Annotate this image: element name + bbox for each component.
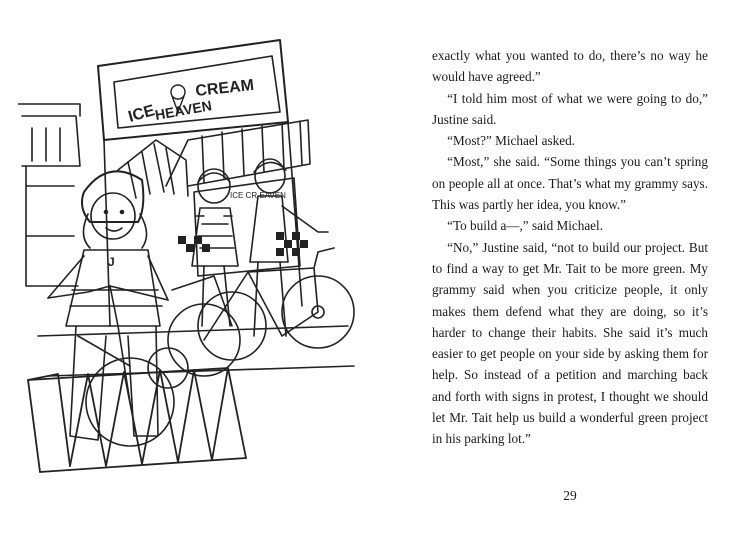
body-text [432, 45, 708, 450]
sign-text-heaven: HEAVEN [153, 97, 213, 123]
page-number: 29 [563, 488, 577, 503]
paragraph: “Most?” Michael asked. [447, 133, 575, 149]
paragraph: “I told him most of what we were going to do,” Justine said. [432, 90, 708, 127]
paragraph: “To build a—,” said Michael. [447, 218, 603, 234]
illustration [18, 36, 356, 476]
shirt-letter: J [108, 255, 115, 269]
bike-rack [28, 368, 246, 472]
paragraph: “Most,” she said. “Some things you can’t spring on people all at once. That’s what my grammy says. This was partly her idea, you know.” [432, 154, 708, 213]
paragraph: “No,” Justine said, “not to build our project. But to find a way to get Mr. Tait to be more green. My grammy said when you criticize people, it only makes them defend what they are doing, so it’s harder to change their habits. She said it’s much easier to get people on your side by asking them for help. So instead of a petition and marching back and forth with signs in protest, I thought we should let Mr. Tait help us build a wonderful green project in his parking lot.” [432, 239, 708, 447]
window-sign-text: ICE CR EAVEN [230, 191, 286, 200]
front-girl [48, 171, 168, 440]
sign-text-cream: CREAM [194, 76, 255, 100]
left-building [18, 104, 80, 286]
sign-text-ice: ICE [126, 102, 157, 126]
back-bikes [168, 248, 354, 376]
paragraph: exactly what you wanted to do, there’s no way he would have agreed.” [432, 48, 708, 85]
